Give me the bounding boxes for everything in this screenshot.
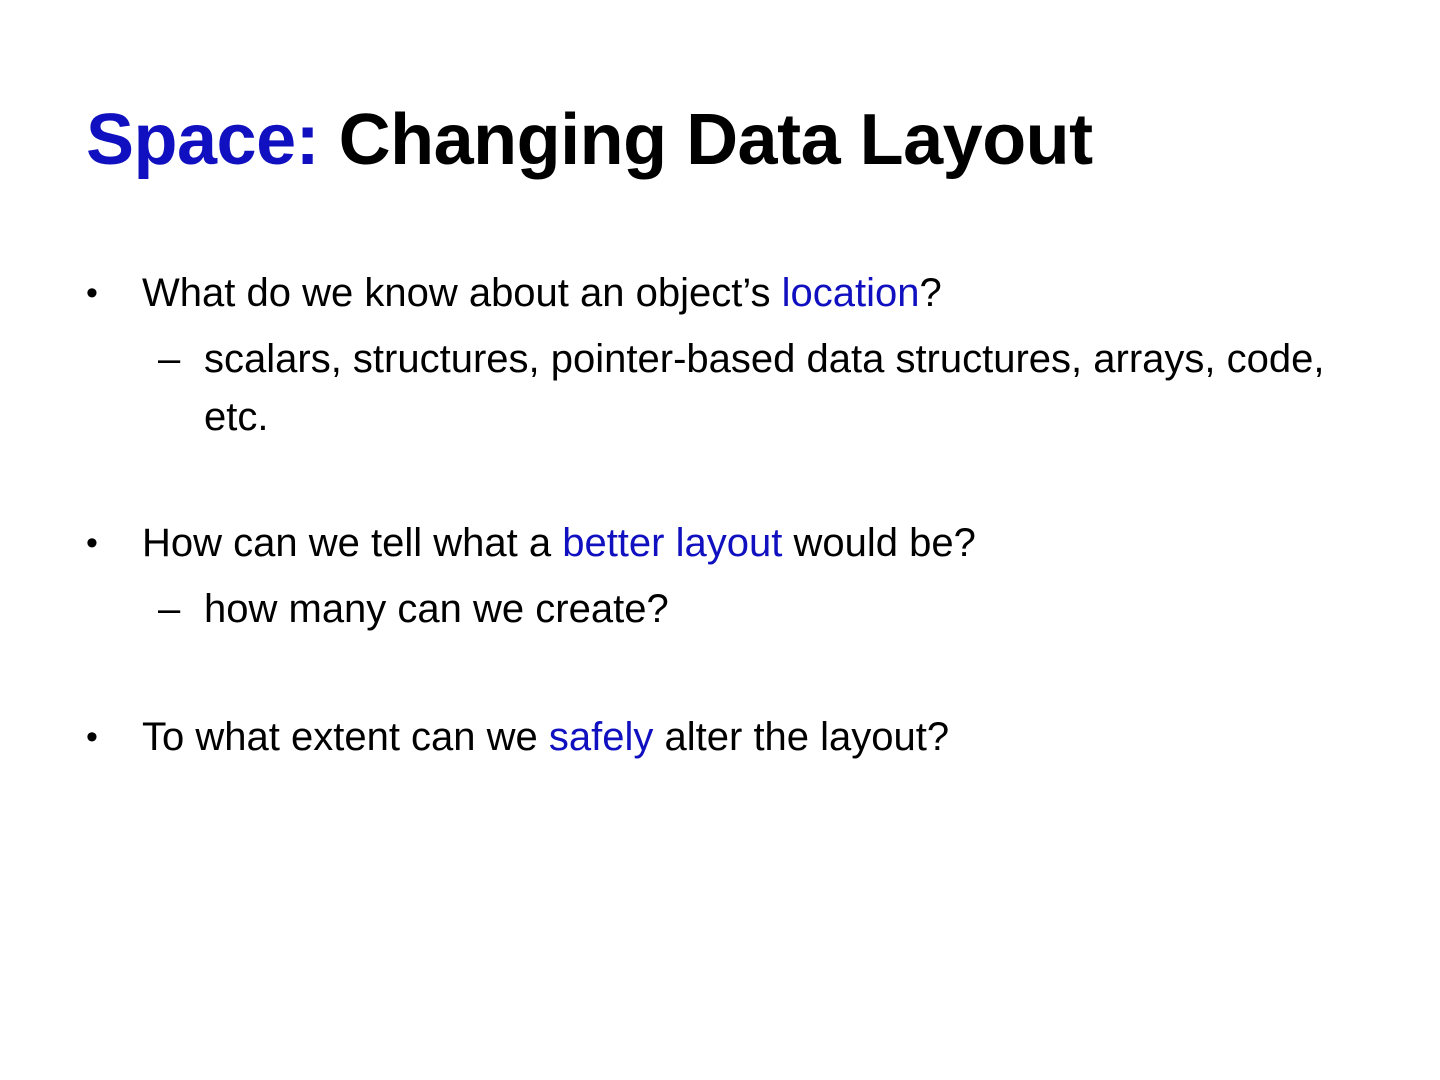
bullet-item bbox=[86, 514, 1386, 572]
sub-bullet-text: how many can we create? bbox=[204, 587, 669, 631]
bullet-text: To what extent can we bbox=[142, 715, 549, 759]
bullet-highlight: safely bbox=[548, 715, 654, 759]
title-main: Changing Data Layout bbox=[319, 100, 1093, 180]
bullet-text-end: would be? bbox=[782, 521, 976, 565]
sub-bullet-item bbox=[86, 330, 1386, 446]
bullet-text: What do we know about an object’s bbox=[142, 271, 782, 315]
spacer bbox=[86, 638, 1386, 708]
bullet-text-end: ? bbox=[919, 271, 942, 315]
dash-marker: – bbox=[158, 337, 181, 381]
sub-bullet-item bbox=[86, 580, 1386, 638]
bullet-highlight: location bbox=[781, 271, 920, 315]
bullet-text-end: alter the layout? bbox=[653, 715, 950, 759]
bullet-item bbox=[86, 708, 1386, 766]
sub-bullet-text: scalars, structures, pointer-based data structures, arrays, code, etc. bbox=[204, 337, 1325, 439]
bullet-text: How can we tell what a bbox=[142, 521, 563, 565]
title-prefix: Space: bbox=[86, 100, 320, 180]
bullet-marker: • bbox=[86, 718, 98, 756]
slide-title bbox=[86, 96, 1093, 184]
bullet-list bbox=[86, 264, 1386, 766]
dash-marker: – bbox=[158, 587, 181, 631]
bullet-item bbox=[86, 264, 1386, 322]
bullet-marker: • bbox=[86, 274, 98, 312]
bullet-marker: • bbox=[86, 524, 98, 562]
bullet-highlight: better layout bbox=[562, 521, 783, 565]
spacer bbox=[86, 446, 1386, 514]
